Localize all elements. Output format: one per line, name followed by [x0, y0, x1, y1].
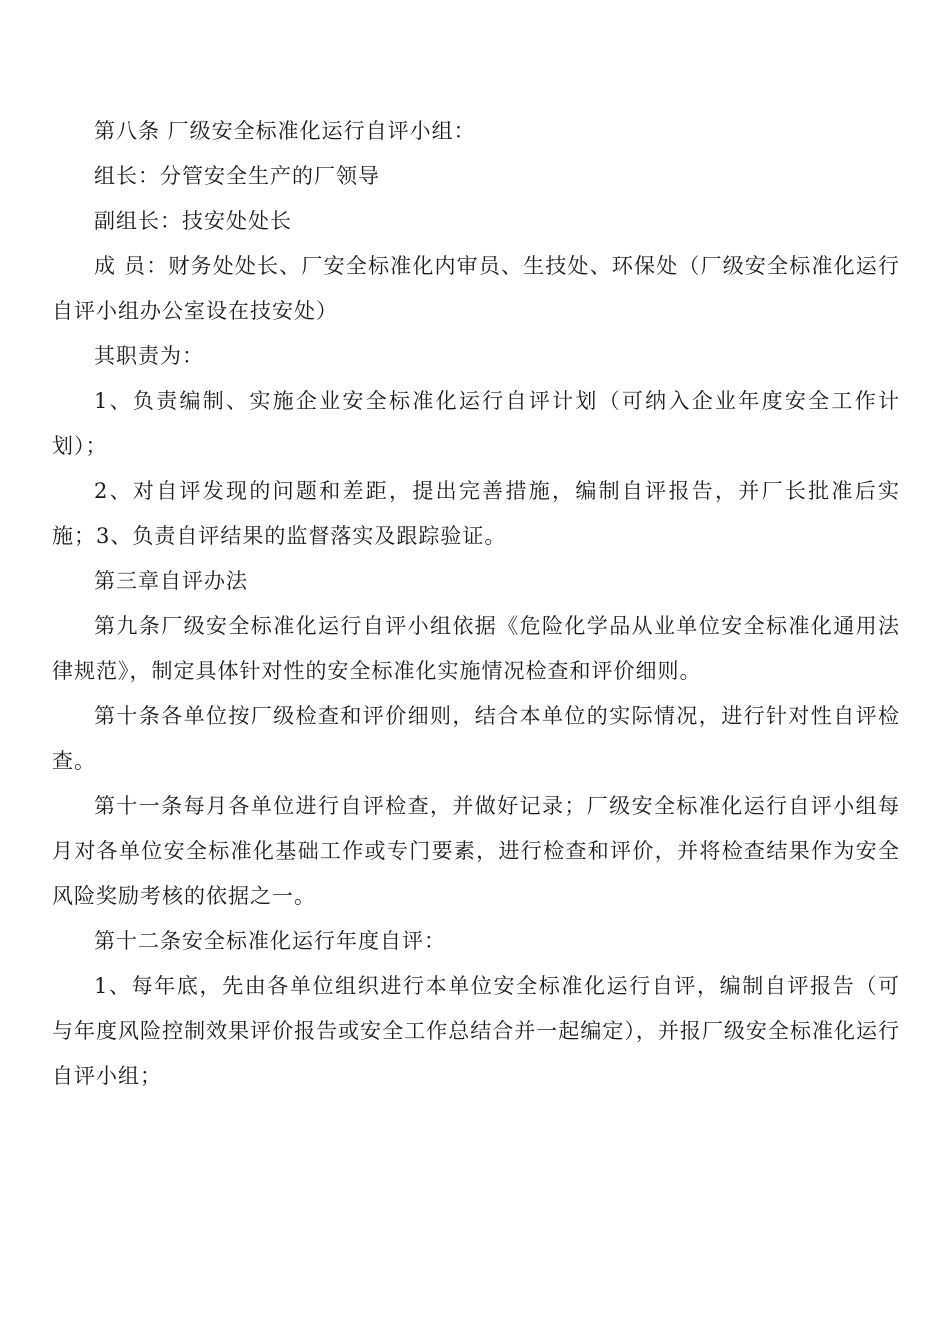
deputy-leader-line: 副组长：技安处处长	[94, 209, 292, 233]
document-page	[52, 109, 900, 1099]
article-12-item-1: 1、每年底，先由各单位组织进行本单位安全标准化运行自评，编制自评报告（可与年度风险控制效果评价报告或安全工作总结合并一起编定），并报厂级安全标准化运行自评小组；	[52, 974, 900, 1088]
article-10: 第十条各单位按厂级检查和评价细则，结合本单位的实际情况，进行针对性自评检查。	[52, 704, 900, 773]
article-11: 第十一条每月各单位进行自评检查，并做好记录；厂级安全标准化运行自评小组每月对各单位安全标准化基础工作或专门要素，进行检查和评价，并将检查结果作为安全风险奖励考核的依据之一。	[52, 794, 900, 908]
group-leader-line: 组长：分管安全生产的厂领导	[94, 164, 380, 188]
duty-item-1: 1、负责编制、实施企业安全标准化运行自评计划（可纳入企业年度安全工作计划）；	[52, 389, 900, 458]
chapter-3-heading: 第三章自评办法	[94, 569, 248, 593]
article-8-heading: 第八条 厂级安全标准化运行自评小组：	[94, 119, 476, 143]
article-12-heading: 第十二条安全标准化运行年度自评：	[94, 929, 446, 953]
duty-item-2-3: 2、对自评发现的问题和差距，提出完善措施，编制自评报告，并厂长批准后实施；3、负责自评结果的监督落实及跟踪验证。	[52, 479, 900, 548]
duties-heading: 其职责为：	[94, 344, 204, 368]
article-9: 第九条厂级安全标准化运行自评小组依据《危险化学品从业单位安全标准化通用法律规范》，制定具体针对性的安全标准化实施情况检查和评价细则。	[52, 614, 900, 683]
members-line: 成 员：财务处处长、厂安全标准化内审员、生技处、环保处（厂级安全标准化运行自评小组办公室设在技安处）	[52, 254, 900, 323]
